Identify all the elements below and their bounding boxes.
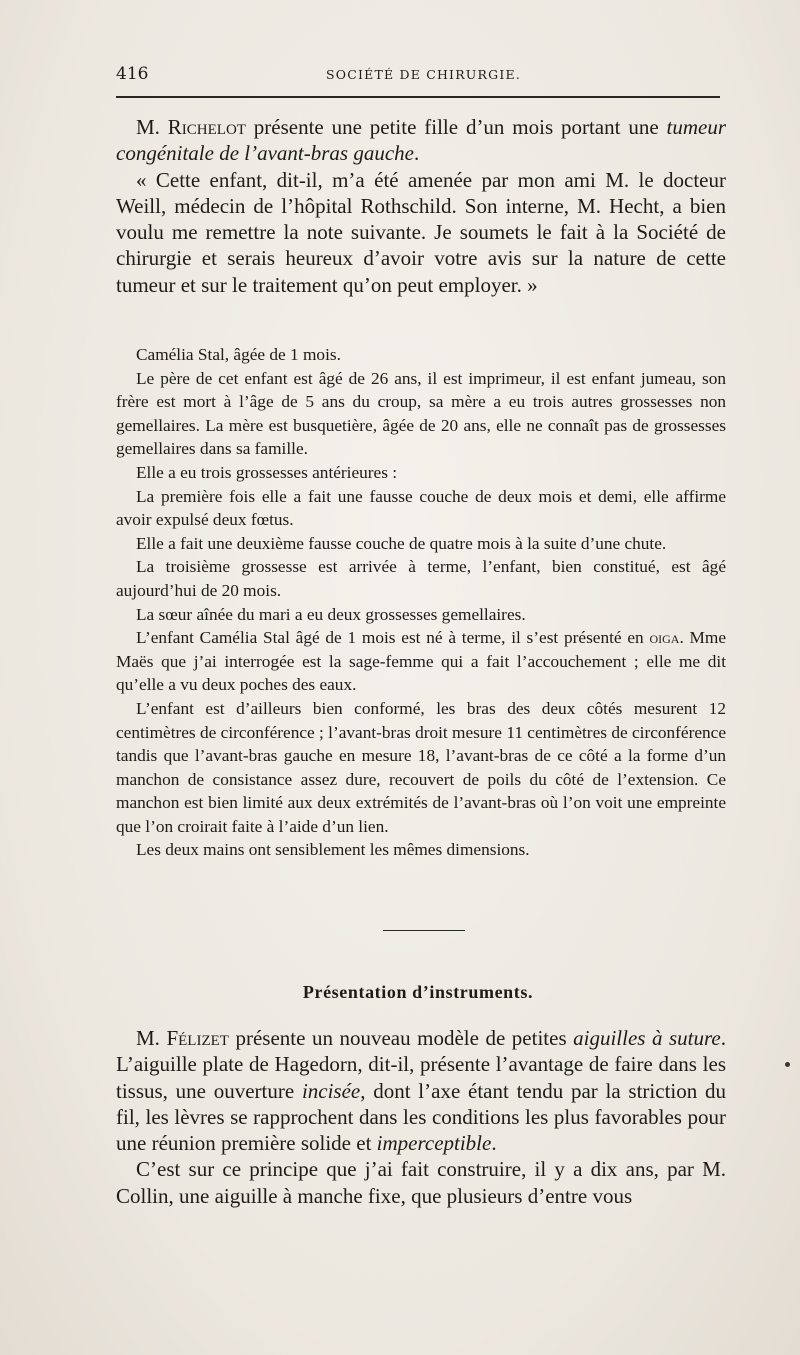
header-rule [116, 96, 720, 98]
richelot-section [116, 114, 726, 298]
obs-line: L’enfant est d’ailleurs bien conformé, les bras des deux côtés mesurent 12 centimètres de circonférence ; l’avant-bras droit mesure 11 centimètres de circonférence tandis que l’avant-bras gauche en mesure 18, l’avant-bras de ce côté a la forme d’un manchon de consistance assez dure, recouvert de poils du côté de l’extension. Ce manchon est bien limité aux deux extrémités de l’avant-bras où l’on voit une empreinte que l’on croirait faite à l’aide d’un lien. [116, 698, 726, 836]
obs-line: La première fois elle a fait une fausse couche de deux mois et demi, elle affirme avoir expulsé deux fœtus. [116, 486, 726, 530]
case-observation [116, 343, 726, 862]
obs-line: La sœur aînée du mari a eu deux grossesses gemellaires. [136, 604, 526, 624]
section-title: Présentation d’instruments. [302, 982, 534, 1002]
margin-dot [785, 1062, 790, 1067]
obs-line: Les deux mains ont sensiblement les mêmes dimensions. [136, 840, 530, 860]
page-header [116, 64, 720, 88]
obs-line: Elle a fait une deuxième fausse couche de quatre mois à la suite d’une chute. [136, 533, 667, 553]
page-number: 416 [116, 64, 149, 84]
felizet-paragraph: M. Félizet présente un nouveau modèle de petites aiguilles à suture. L’aiguille plate de Hagedorn, dit-il, présente l’avantage de faire dans les tissus, une ouverture incisée, dont l’axe étant tendu par la striction du fil, les lèvres se rapprochent dans les conditions les plus favorables pour une réunion première solide et imperceptible. [116, 1026, 726, 1156]
obs-line: Elle a eu trois grossesses antérieures : [136, 462, 398, 482]
tumor-title: tumeur congénitale de l’avant-bras gauche [116, 115, 726, 166]
obs-line: Camélia Stal, âgée de 1 mois. [136, 345, 341, 364]
speaker-richelot: M. Richelot [136, 115, 246, 139]
section-separator [383, 930, 465, 931]
felizet-section [116, 1025, 726, 1209]
running-title: SOCIÉTÉ DE CHIRURGIE. [326, 67, 521, 82]
collin-paragraph: C’est sur ce principe que j’ai fait construire, il y a dix ans, par M. Collin, une aiguille à manche fixe, que plusieurs d’entre vous [116, 1157, 726, 1208]
obs-line: La troisième grossesse est arrivée à terme, l’enfant, bien constitué, est âgé aujourd’hui de 20 mois. [116, 557, 726, 600]
richelot-paragraph: M. Richelot présente une petite fille d’un mois portant une tumeur congénitale de l’avant-bras gauche. [116, 115, 726, 166]
birth-paragraph: L’enfant Camélia Stal âgé de 1 mois est né à terme, il s’est présenté en oiga. Mme Maës que j’ai interrogée est la sage-femme qui a fait l’accouchement ; elle me dit qu’elle a vu deux poches des eaux. [116, 628, 727, 695]
quote-paragraph: « Cette enfant, dit-il, m’a été amenée par mon ami M. le docteur Weill, médecin de l’hôpital Rothschild. Son interne, M. Hecht, a bien voulu me remettre la note suivante. Je soumets le fait à la Société de chirurgie et serais heureux d’avoir votre avis sur la nature de cette tumeur et sur le traitement qu’on peut employer. » [116, 167, 726, 297]
obs-line: Le père de cet enfant est âgé de 26 ans, il est imprimeur, il est enfant jumeau, son frère est mort à l’âge de 5 ans du croup, sa mère a eu trois autres grossesses non gemellaires. La mère est busquetière, âgée de 20 ans, elle ne connaît pas de grossesses gemellaires dans sa famille. [116, 368, 726, 459]
speaker-felizet: M. Félizet [136, 1026, 229, 1050]
